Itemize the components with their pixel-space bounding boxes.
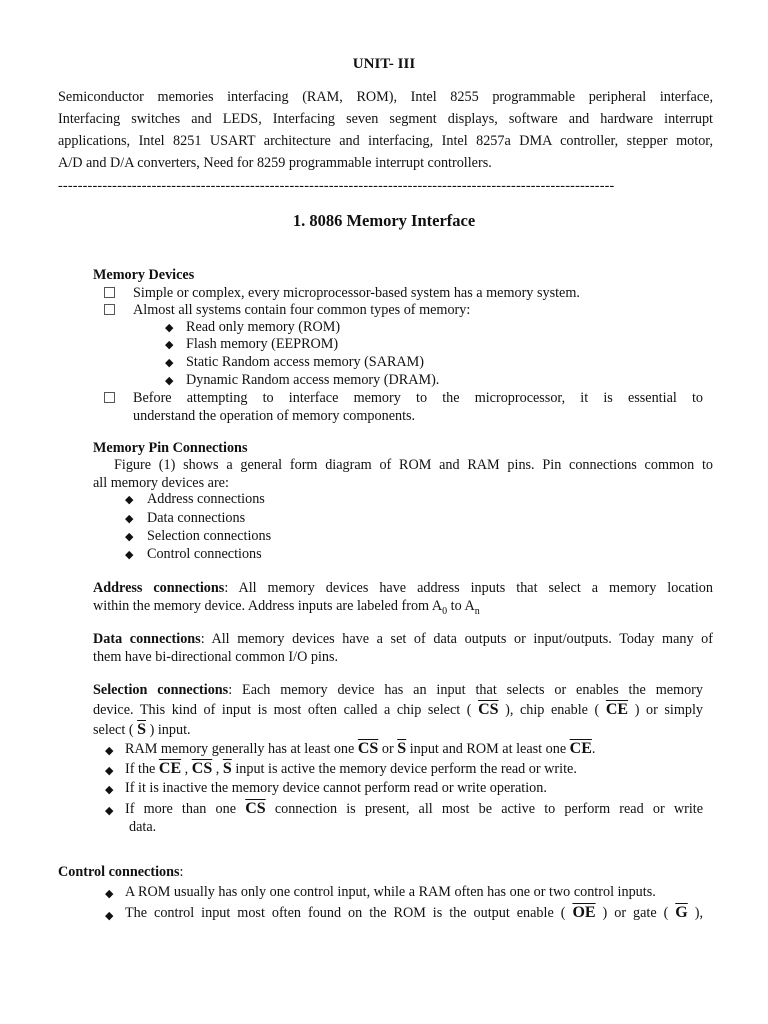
diamond-bullet-icon: ◆ bbox=[125, 513, 134, 525]
address-text: to A bbox=[447, 598, 475, 614]
selection-text: , bbox=[184, 761, 189, 777]
pin-type-item: Data connections bbox=[147, 510, 246, 526]
selection-text: device. This kind of input is most often called a chip select ( bbox=[93, 702, 472, 718]
control-text: ), bbox=[694, 905, 703, 921]
address-label: Address connections bbox=[93, 580, 225, 596]
memory-type-item: Dynamic Random access memory (DRAM). bbox=[186, 372, 440, 388]
control-bullet bbox=[125, 904, 703, 922]
syllabus-paragraph bbox=[58, 88, 713, 176]
divider: ----------------------------------------------------------------------------------------------------------------- bbox=[58, 178, 615, 194]
selection-text: If more than one bbox=[125, 801, 237, 817]
control-bullet: A ROM usually has only one control input, while a RAM often has one or two control inputs. bbox=[125, 884, 656, 900]
data-label: Data connections bbox=[93, 631, 201, 647]
selection-text: If the bbox=[125, 761, 156, 777]
cs-signal: $\overline{CS}$ bbox=[357, 740, 379, 757]
selection-text: select ( bbox=[93, 722, 134, 738]
selection-text: data. bbox=[129, 819, 157, 835]
pin-connections-intro bbox=[93, 456, 713, 492]
diamond-bullet-icon: ◆ bbox=[105, 745, 114, 757]
syllabus-line: Semiconductor memories interfacing (RAM, ROM), Intel 8255 programmable peripheral interface, bbox=[58, 89, 713, 105]
memory-devices-heading: Memory Devices bbox=[93, 267, 195, 283]
selection-text: ), chip enable ( bbox=[505, 702, 600, 718]
diamond-bullet-icon: ◆ bbox=[165, 357, 174, 369]
pin-connections-heading: Memory Pin Connections bbox=[93, 440, 248, 456]
ce-signal: $\overline{CE}$ bbox=[569, 740, 592, 757]
cs-signal: $\overline{CS}$ bbox=[191, 760, 213, 777]
diamond-bullet-icon: ◆ bbox=[105, 765, 114, 777]
data-paragraph bbox=[93, 630, 713, 666]
diamond-bullet-icon: ◆ bbox=[165, 375, 174, 387]
selection-text: connection is present, all most be active to perform read or write bbox=[274, 801, 704, 817]
control-text: : bbox=[179, 864, 184, 880]
diamond-bullet-icon: ◆ bbox=[125, 494, 134, 506]
selection-paragraph bbox=[93, 680, 703, 740]
intro-line: all memory devices are: bbox=[93, 475, 229, 491]
selection-text: input and ROM at least one bbox=[409, 741, 567, 757]
diamond-bullet-icon: ◆ bbox=[105, 784, 114, 796]
address-text: : All memory devices have address inputs that select a memory location bbox=[224, 580, 713, 596]
selection-text: ) or simply bbox=[634, 702, 704, 718]
address-paragraph bbox=[93, 579, 713, 621]
syllabus-line: A/D and D/A converters, Need for 8259 programmable interrupt controllers. bbox=[58, 155, 492, 171]
cs-signal: $\overline{CS}$ bbox=[245, 800, 266, 817]
pin-type-item: Address connections bbox=[147, 491, 265, 507]
syllabus-line: applications, Intel 8251 USART architecture and interfacing, Intel 8257a DMA controller, stepper motor, bbox=[58, 133, 713, 149]
control-label: Control connections bbox=[58, 864, 180, 880]
g-signal: $\overline{G}$ bbox=[675, 904, 688, 921]
control-text: ) or gate ( bbox=[602, 905, 669, 921]
s-signal: $\overline{S}$ bbox=[397, 740, 407, 757]
selection-bullet: If it is inactive the memory device cannot perform read or write operation. bbox=[125, 780, 547, 796]
bullet-line: understand the operation of memory components. bbox=[133, 408, 416, 424]
memory-type-item: Read only memory (ROM) bbox=[186, 319, 341, 335]
checkbox-bullet-icon bbox=[104, 304, 115, 315]
data-text: them have bi-directional common I/O pins. bbox=[93, 649, 339, 665]
subscript: n bbox=[474, 605, 480, 617]
ce-signal: $\overline{CE}$ bbox=[158, 760, 182, 777]
data-text: : All memory devices have a set of data outputs or input/outputs. Today many of bbox=[200, 631, 713, 647]
ce-signal: $\overline{CE}$ bbox=[605, 701, 629, 718]
memory-devices-bullet: Simple or complex, every microprocessor-based system has a memory system. bbox=[133, 285, 580, 301]
cs-signal: $\overline{CS}$ bbox=[478, 701, 499, 718]
address-text: within the memory device. Address inputs are labeled from A bbox=[93, 598, 443, 614]
diamond-bullet-icon: ◆ bbox=[125, 549, 134, 561]
selection-bullet bbox=[125, 760, 577, 778]
memory-devices-bullet bbox=[133, 389, 703, 425]
diamond-bullet-icon: ◆ bbox=[105, 805, 114, 817]
memory-type-item: Static Random access memory (SARAM) bbox=[186, 354, 424, 370]
selection-text: , bbox=[215, 761, 220, 777]
selection-text: or bbox=[381, 741, 394, 757]
checkbox-bullet-icon bbox=[104, 287, 115, 298]
section-title: 1. 8086 Memory Interface bbox=[292, 211, 476, 230]
selection-text: input is active the memory device perform the read or write. bbox=[235, 761, 577, 777]
control-text: The control input most often found on the ROM is the output enable ( bbox=[125, 905, 566, 921]
selection-bullet bbox=[125, 740, 595, 758]
checkbox-bullet-icon bbox=[104, 392, 115, 403]
diamond-bullet-icon: ◆ bbox=[125, 531, 134, 543]
syllabus-line: Interfacing switches and LEDS, Interfacing seven segment displays, software and hardware interrupt bbox=[58, 111, 713, 127]
unit-title: UNIT- III bbox=[352, 56, 416, 72]
pin-type-item: Control connections bbox=[147, 546, 262, 562]
selection-text: : Each memory device has an input that selects or enables the memory bbox=[228, 682, 703, 698]
subscript: 0 bbox=[442, 605, 448, 617]
s-signal: $\overline{S}$ bbox=[137, 721, 147, 738]
pin-type-item: Selection connections bbox=[147, 528, 272, 544]
oe-signal: $\overline{OE}$ bbox=[572, 904, 596, 921]
selection-label: Selection connections bbox=[93, 682, 229, 698]
bullet-line: Before attempting to interface memory to the microprocessor, it is essential to bbox=[133, 390, 703, 406]
diamond-bullet-icon: ◆ bbox=[165, 339, 174, 351]
selection-bullet bbox=[125, 800, 703, 836]
memory-type-item: Flash memory (EEPROM) bbox=[186, 336, 339, 352]
intro-line: Figure (1) shows a general form diagram of ROM and RAM pins. Pin connections common to bbox=[114, 457, 713, 473]
memory-devices-bullet: Almost all systems contain four common types of memory: bbox=[133, 302, 471, 318]
diamond-bullet-icon: ◆ bbox=[105, 910, 114, 922]
selection-text: RAM memory generally has at least one bbox=[125, 741, 355, 757]
selection-text: ) input. bbox=[149, 722, 191, 738]
control-heading bbox=[58, 863, 183, 881]
diamond-bullet-icon: ◆ bbox=[105, 888, 114, 900]
s-signal: $\overline{S}$ bbox=[222, 760, 232, 777]
selection-text: . bbox=[591, 741, 596, 757]
diamond-bullet-icon: ◆ bbox=[165, 322, 174, 334]
